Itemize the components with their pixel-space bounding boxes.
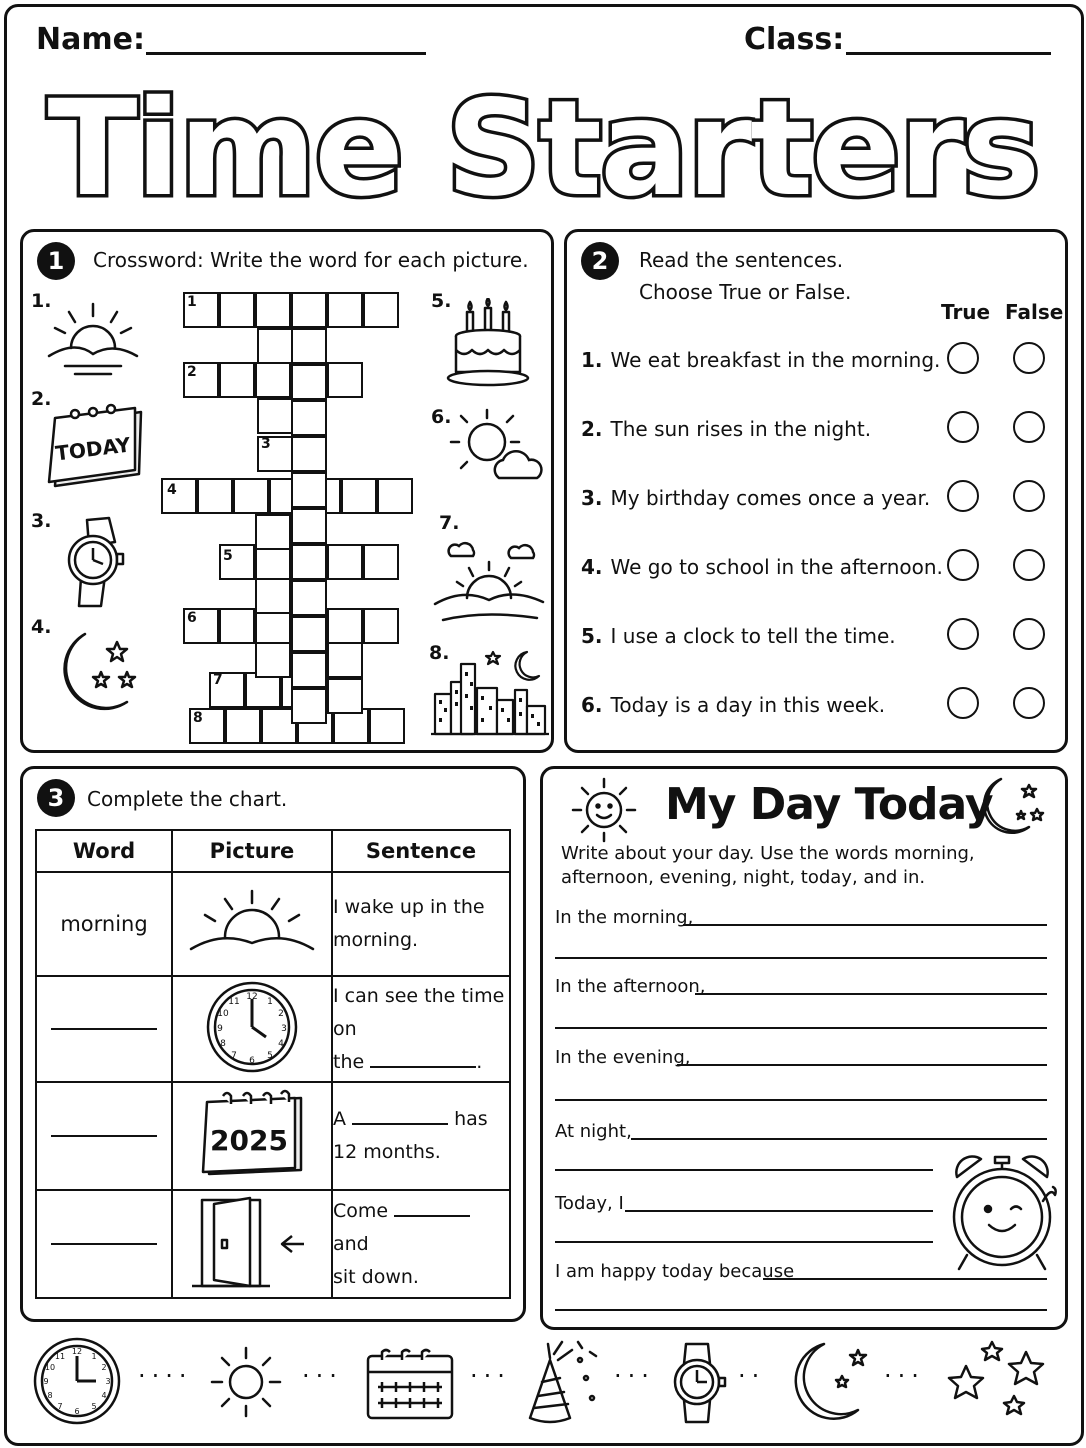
svg-text:7: 7 [57,1402,63,1411]
clue-number: 2 [187,364,197,380]
clue-number: 8 [193,710,203,726]
sentence-blank[interactable] [352,1123,448,1125]
crossword-cell[interactable] [225,708,261,744]
crossword-cell[interactable] [327,642,363,678]
crossword-instruction: Crossword: Write the word for each picture. [93,248,529,272]
tf-instruction-line1: Read the sentences. [639,248,844,272]
my-day-panel [540,766,1068,1330]
chart-header: Picture [172,830,332,872]
crossword-cell[interactable] [369,708,405,744]
svg-text:4: 4 [101,1391,107,1400]
word-chart [35,829,511,1299]
prompt-label: At night, [555,1121,632,1142]
stars-icon [942,1338,1052,1424]
svg-text:5: 5 [267,1051,273,1061]
word-blank[interactable] [51,1028,157,1030]
true-radio[interactable] [947,618,979,650]
prompt-label: In the evening, [555,1047,691,1068]
question-row: 5. I use a clock to tell the time. [581,624,896,648]
crossword-cell[interactable] [291,364,327,400]
sunset-icon [433,536,545,628]
word-cell[interactable] [36,1082,172,1190]
crossword-cell[interactable] [291,436,327,472]
crossword-cell[interactable] [255,362,291,398]
picture-number: 6. [431,406,452,428]
table-row [36,1190,510,1298]
crossword-cell[interactable] [327,292,363,328]
true-radio[interactable] [947,480,979,512]
question-row: 6. Today is a day in this week. [581,693,886,717]
svg-text:8: 8 [220,1039,226,1049]
sunrise-icon [187,887,317,957]
crossword-cell[interactable] [377,478,413,514]
my-day-intro-line1: Write about your day. Use the words morning, [561,843,975,864]
prompt-label: In the afternoon, [555,976,706,997]
section-badge: 1 [37,242,75,280]
moon-stars-icon [41,626,141,726]
picture-cell [172,872,332,976]
svg-text:3: 3 [281,1024,287,1034]
clue-number: 5 [223,548,233,564]
word-blank[interactable] [51,1243,157,1245]
crossword-cell[interactable] [327,362,363,398]
svg-text:9: 9 [43,1377,49,1386]
svg-text:4: 4 [278,1039,284,1049]
crossword-cell[interactable] [257,398,293,434]
sentence-cell: A has 12 months. [332,1082,510,1190]
door-icon [192,1194,312,1290]
svg-text:10: 10 [217,1009,229,1019]
writing-line[interactable] [555,1169,933,1171]
svg-text:1: 1 [267,997,273,1007]
picture-number: 1. [31,290,52,312]
sentence-cell: Come and sit down. [332,1190,510,1298]
sentence-cell: I wake up in the morning. [332,872,510,976]
false-radio[interactable] [1013,342,1045,374]
sun-cloud-icon [447,406,543,486]
dot-divider: ··· [884,1362,925,1390]
tf-instruction-line2: Choose True or False. [639,280,852,304]
chart-header: Word [36,830,172,872]
picture-number: 3. [31,510,52,532]
sentence-blank[interactable] [394,1215,470,1217]
crossword-cell[interactable] [291,544,327,580]
night-city-icon [431,646,549,736]
calendar-icon [364,1346,456,1422]
writing-line[interactable] [555,1241,933,1243]
table-row [36,976,510,1082]
svg-text:1: 1 [91,1352,97,1361]
name-label: Name: [36,22,145,57]
crossword-cell[interactable] [255,292,291,328]
crossword-cell[interactable] [255,642,291,678]
question-row: 4. We go to school in the afternoon. [581,555,943,579]
svg-text:6: 6 [249,1056,255,1066]
chart-instruction: Complete the chart. [87,787,288,811]
clue-number: 7 [213,672,223,688]
crossword-cell[interactable] [219,292,255,328]
picture-cell [172,976,332,1082]
picture-number: 4. [31,616,52,638]
writing-line[interactable] [677,1064,1047,1066]
sentence-blank[interactable] [370,1066,476,1068]
crossword-cell[interactable] [341,478,377,514]
writing-line[interactable] [683,924,1047,926]
class-label: Class: [744,22,845,57]
alarm-clock-icon [943,1151,1057,1275]
svg-text:12: 12 [71,1347,83,1356]
false-header: False [1005,300,1064,324]
crossword-cell[interactable] [197,478,233,514]
crossword-cell[interactable] [363,292,399,328]
svg-text:2025: 2025 [210,1124,288,1157]
svg-text:6: 6 [74,1407,80,1416]
writing-line[interactable] [695,993,1047,995]
calendar-2025-icon [197,1088,307,1180]
prompt-label: Today, I [555,1193,624,1214]
writing-line[interactable] [625,1210,933,1212]
word-blank[interactable] [51,1135,157,1137]
dot-divider: ·· [738,1362,766,1390]
question-row: 3. My birthday comes once a year. [581,486,931,510]
crossword-cell[interactable] [291,292,327,328]
clue-number: 4 [167,482,177,498]
svg-text:11: 11 [228,997,240,1007]
svg-text:5: 5 [91,1402,97,1411]
crossword-cell[interactable] [291,688,327,724]
clock-icon [32,1336,122,1426]
crossword-cell[interactable] [291,328,327,364]
picture-number: 5. [431,290,452,312]
clue-number: 1 [187,294,197,310]
false-radio[interactable] [1013,411,1045,443]
true-radio[interactable] [947,687,979,719]
svg-text:2: 2 [278,1009,284,1019]
sentence-cell: I can see the time on the . [332,976,510,1082]
picture-cell [172,1082,332,1190]
moon-stars-icon [971,775,1051,841]
svg-text:2: 2 [101,1363,107,1372]
true-header: True [941,300,991,324]
section-badge: 2 [581,242,619,280]
crossword-cell[interactable] [291,616,327,652]
picture-cell [172,1190,332,1298]
crossword-cell[interactable] [291,652,327,688]
clock-icon [204,979,300,1075]
my-day-intro-line2: afternoon, evening, night, today, and in. [561,867,926,888]
false-radio[interactable] [1013,549,1045,581]
true-radio[interactable] [947,411,979,443]
false-radio[interactable] [1013,480,1045,512]
class-field[interactable] [846,52,1051,55]
true-radio[interactable] [947,549,979,581]
moon-stars-icon [788,1340,874,1424]
word-cell[interactable] [36,1190,172,1298]
picture-number: 8. [429,642,450,664]
sun-icon [208,1344,284,1420]
crossword-cell[interactable] [291,508,327,544]
page-title [0,62,1086,222]
writing-line[interactable] [555,1099,1047,1101]
crossword-panel [20,229,554,753]
calendar-icon [45,398,145,492]
true-radio[interactable] [947,342,979,374]
chart-header: Sentence [332,830,510,872]
crossword-cell[interactable] [233,478,269,514]
birthday-cake-icon [445,298,531,388]
crossword-cell[interactable] [291,472,327,508]
chart-panel [20,766,526,1322]
writing-line[interactable] [555,1309,1047,1311]
svg-text:11: 11 [54,1352,66,1361]
crossword-cell[interactable] [219,362,255,398]
table-row [36,872,510,976]
party-hat-icon [524,1338,604,1426]
svg-text:8: 8 [47,1391,53,1400]
table-row [36,1082,510,1190]
svg-text:12: 12 [246,992,258,1002]
watch-icon [59,516,129,610]
crossword-cell[interactable] [327,678,363,714]
clue-number: 3 [261,436,271,452]
svg-text:10: 10 [44,1363,56,1372]
crossword-cell[interactable] [257,328,293,364]
dot-divider: ··· [470,1362,511,1390]
svg-text:3: 3 [105,1377,111,1386]
title-text: Time Starters [47,72,1039,222]
crossword-cell[interactable] [327,544,363,580]
false-radio[interactable] [1013,687,1045,719]
sun-face-icon [569,775,639,845]
crossword-cell[interactable] [291,580,327,616]
crossword-cell[interactable] [363,608,399,644]
true-false-panel [564,229,1068,753]
writing-line[interactable] [631,1138,1047,1140]
question-row: 2. The sun rises in the night. [581,417,872,441]
name-field[interactable] [146,52,426,55]
svg-text:TODAY: TODAY [54,432,132,466]
dot-divider: ··· [614,1362,655,1390]
picture-number: 2. [31,388,52,410]
crossword-cell[interactable] [327,608,363,644]
dot-divider: ···· [138,1362,193,1390]
writing-line[interactable] [763,1278,1047,1280]
sunrise-icon [45,298,141,378]
clue-number: 6 [187,610,197,626]
false-radio[interactable] [1013,618,1045,650]
writing-line[interactable] [555,957,1047,959]
prompt-label: In the morning, [555,907,694,928]
writing-line[interactable] [555,1027,1047,1029]
my-day-title: My Day Today [665,779,993,830]
crossword-cell[interactable] [255,578,291,614]
crossword-cell[interactable] [291,400,327,436]
prompt-label: I am happy today because [555,1261,795,1282]
dot-divider: ··· [302,1362,343,1390]
word-cell: morning [36,872,172,976]
svg-text:7: 7 [231,1051,237,1061]
picture-number: 7. [439,512,460,534]
crossword-cell[interactable] [255,514,291,550]
section-badge: 3 [37,779,75,817]
svg-text:9: 9 [217,1024,223,1034]
question-row: 1. We eat breakfast in the morning. [581,348,941,372]
crossword-cell[interactable] [363,544,399,580]
word-cell[interactable] [36,976,172,1082]
crossword-cell[interactable] [219,608,255,644]
watch-icon [662,1340,732,1426]
